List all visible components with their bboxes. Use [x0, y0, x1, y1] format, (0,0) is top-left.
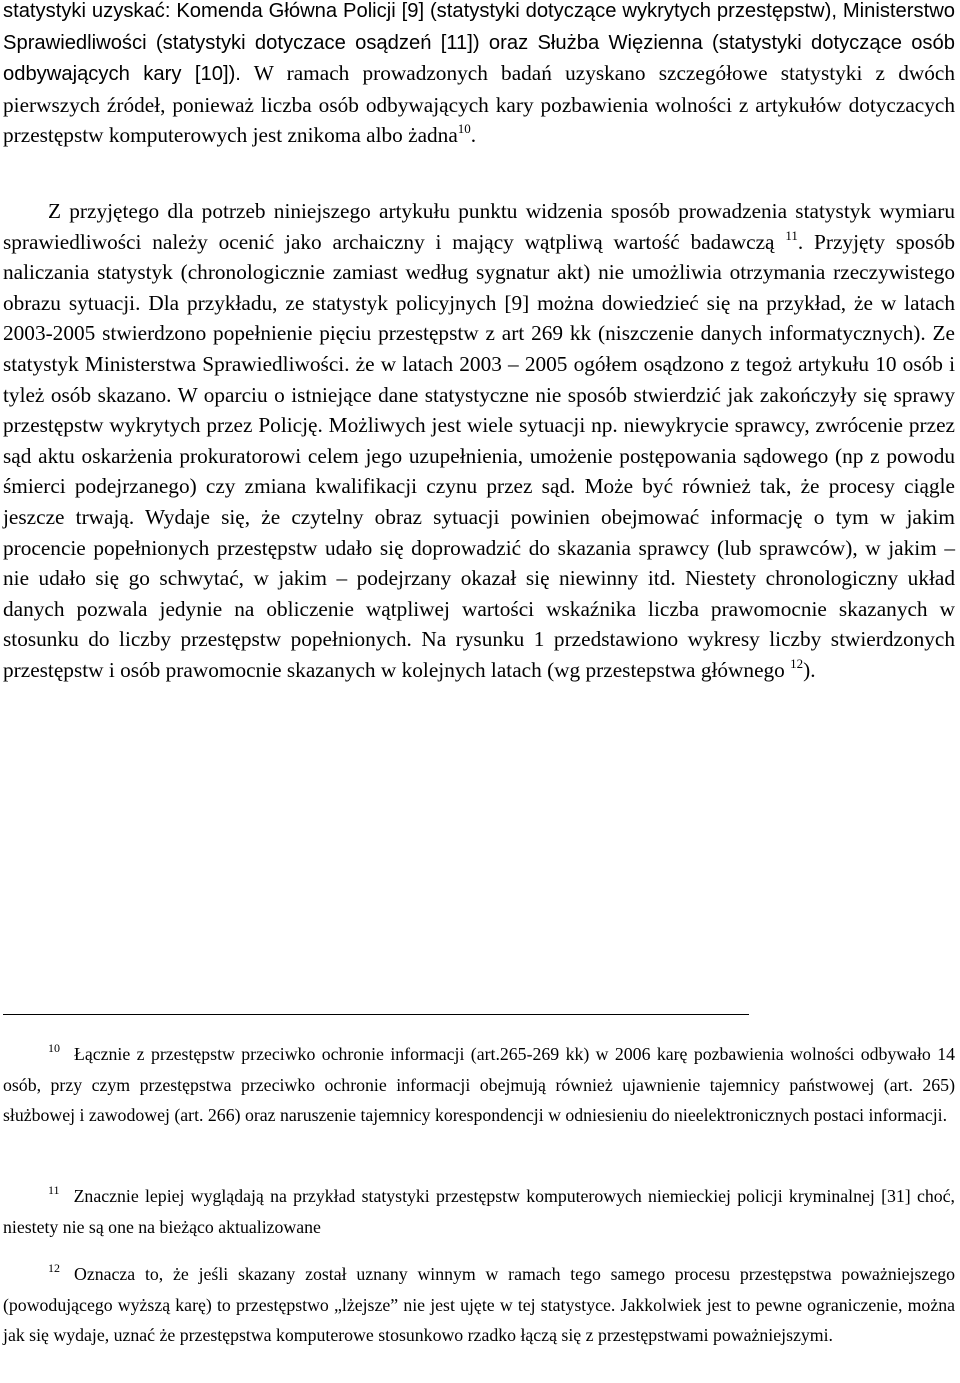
paragraph-text: . Przyjęty sposób naliczania statystyk (chronologicznie zamiast według sygnatur akt) nie umożliwia otrzymania rzeczywistego obrazu sytuacji. Dla przykładu, ze statystyk policyjnych [9] można dowiedzieć się na przykład, że w latach 2003-2005 stwierdzono popełnienie pięciu przestępstw z art 269 kk (niszczenie danych informatycznych). Ze statystyk Ministerstwa Sprawiedliwości. że w latach 2003 – 2005 ogółem osądzono z tegoż artykułu 10 osób i tyleż osób skazano. W oparciu o istniejące dane statystyczne nie sposób stwierdzić jak zakończyły się sprawy przestępstw wykrytych przez Policję. Możliwych jest wiele sytuacji np. niewykrycie sprawcy, zwrócenie przez sąd aktu oskarżenia prokuratorowi celem jego uzupełnienia, umożenie postępowania sądowego (np z powodu śmierci podejrzanego) czy zmiana kwalifikacji czynu przez sąd. Może być również tak, że procesy ciągle jeszcze trwają. Wydaje się, że czytelny obraz sytuacji powinien obejmować informację o tym w jakim procencie popełnionych przestępstw udało się doprowadzić do skazania sprawcy (lub sprawców), w jakim – nie udało się go schwytać, w jakim – podejrzany okazał się niewinny itd. Niestety chronologiczny układ danych pozwala jedynie na obliczenie wątpliwej wartości wskaźnika liczba prawomocnie skazanych w stosunku do liczby przestępstw popełnionych. Na rysunku 1 przedstawiono wykresy liczby stwierdzonych przestępstw i osób prawomocnie skazanych w kolejnych latach (wg przestepstwa głównego	[3, 229, 955, 682]
paragraph-sources	[3, 0, 955, 151]
paragraph-end: .	[470, 123, 477, 148]
footnote-ref-12[interactable]: 12	[790, 655, 804, 671]
footnote-text: Znacznie lepiej wyglądają na przykład statystyki przestępstw komputerowych niemieckiej policji kryminalnej [31] choć, niestety nie są one na bieżąco aktualizowane	[3, 1186, 955, 1237]
paragraph-text-sans: statystyki uzyskać: Komenda Główna Policji [9] (statystyki dotyczące wykrytych przestępstw), Ministerstwo Sprawiedliwości (statystyki dotyczace osądzeń [11]) oraz Służba Więzienna (statystyki dotyczące osób odbywających kary [10]).	[3, 0, 955, 86]
footnote-text: Oznacza to, że jeśli skazany został uznany winnym w ramach tego samego procesu przestępstwa poważniejszego (powodującego wyższą karę) to przestępstwo „lżejsze” nie jest ujęte w tej statystyce. Jakkolwiek jest to pewne ograniczenie, można jak się wydaje, uznać że przestępstwa komputerowe stosunkowo rzadko łączą się z przestępstwami poważniejszymi.	[3, 1264, 955, 1346]
footnote-number: 10	[48, 1041, 60, 1055]
footnote-number: 11	[48, 1183, 60, 1197]
footnote-separator	[3, 1014, 749, 1015]
paragraph-statistics	[3, 196, 955, 686]
footnote-12	[3, 1259, 955, 1351]
footnote-text: Łącznie z przestępstw przeciwko ochronie informacji (art.265-269 kk) w 2006 karę pozbawienia wolności odbywało 14 osób, przy czym przestępstwa przeciwko ochronie informacji obejmują również ujawnienie tajemnicy państwowej (art. 265) służbowej i zawodowej (art. 266) oraz naruszenie tajemnicy korespondencji w odniesieniu do nieelektronicznych postaci informacji.	[3, 1044, 955, 1126]
paragraph-text: W ramach prowadzonych badań uzyskano szczegółowe statystyki z dwóch pierwszych źródeł, ponieważ liczba osób odbywających kary pozbawienia wolności z artykułów dotyczacych przestępstw komputerowych jest znikoma albo żadna	[3, 61, 955, 148]
footnote-10	[3, 1039, 955, 1131]
paragraph-text: Z przyjętego dla potrzeb niniejszego artykułu punktu widzenia sposób prowadzenia statystyk wymiaru sprawiedliwości należy ocenić jako archaiczny i mający wątpliwą wartość badawczą	[3, 199, 955, 254]
footnote-ref-11[interactable]: 11	[785, 227, 798, 243]
paragraph-end: ).	[803, 657, 816, 682]
footnote-ref-10[interactable]: 10	[457, 121, 471, 137]
footnote-11	[3, 1181, 955, 1242]
footnote-number: 12	[48, 1261, 60, 1275]
